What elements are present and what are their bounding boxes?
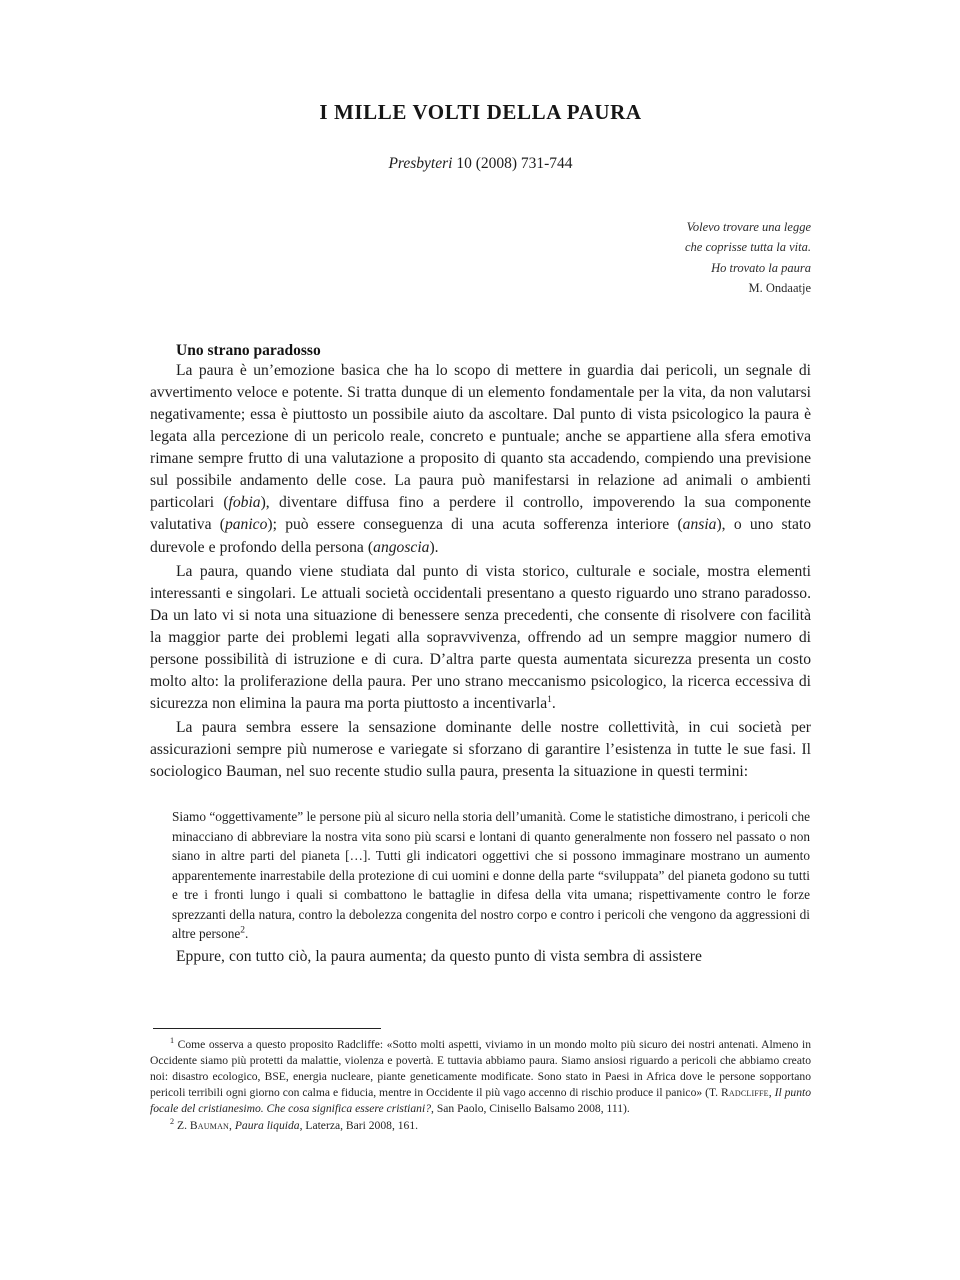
footnote-1-part-1: Come osserva a questo proposito Radcliffe: «Sotto molti aspetti, viviamo in un mondo molto più sicuro dei nostri antenati. Almeno in Occidente siamo più protetti da malattie, violenza e povertà. E tuttavia abbiamo paura. Siamo ansiosi riguardo a pericoli che abbiamo creato noi: disastro ecologico, BSE, energia nucleare, piante geneticamente modificate. Sono stato in Paesi in Africa dove le persone sopportano pericoli terribili ogni giorno con calma e fiducia, mentre in Occidente il più vago accenno di rischio produce il panico» (T. [150, 1038, 811, 1100]
footnote-2-work-title: Paura liquida [234, 1119, 300, 1133]
footnote-1-work-title: Il punto focale del cristianesimo. Che cosa significa essere cristiani? [150, 1086, 812, 1116]
paragraph-1-text-part-1: La paura è un’emozione basica che ha lo scopo di mettere in guardia dai pericoli, un segnale di avvertimento veloce e potente. Si tratta dunque di un elemento fondamentale per la vita, da non valutarsi negativamente; essa è piuttosto un possibile aiuto da ascoltare. Dal punto di vista psicologico la paura è legata alla percezione di un pericolo reale, concreto e puntuale; anche se appartiene alla sfera emotiva rimane sempre frutto di una valutazione a proposito di quanto sta accadendo, compiendo una previsione sul possibile andamento delle cose. La paura può manifestarsi in relazione ad animali o ambienti particolari ( [150, 362, 811, 512]
footnote-reference-1[interactable]: 1 [547, 694, 552, 705]
epigraph-line-3: Ho trovato la paura [711, 260, 811, 275]
footnote-2-part-2: , [229, 1119, 235, 1133]
footnote-1-marker: 1 [170, 1036, 175, 1046]
footnote-2-author: Bauman [189, 1119, 230, 1133]
footnote-2 [150, 1117, 811, 1134]
body-paragraph-2 [150, 559, 811, 715]
footnote-area [150, 1028, 811, 1134]
paragraph-1-text-part-5: ). [429, 538, 439, 556]
term-fobia: fobia [228, 494, 261, 512]
footnote-2-part-1: Z. [174, 1119, 190, 1133]
blockquote [150, 783, 811, 944]
page-title: I MILLE VOLTI DELLA PAURA [319, 100, 642, 124]
term-angoscia: angoscia [373, 538, 430, 556]
epigraph-attribution: M. Ondaatje [748, 280, 811, 295]
paragraph-2-text: La paura, quando viene studiata dal punto di vista storico, culturale e sociale, mostra elementi interessanti e singolari. Le attuali società occidentali presentano a questo riguardo uno strano paradosso. Da un lato vi si nota una situazione di benessere senza precedenti, che consente di risolvere con facilità la maggior parte dei problemi legati alla sopravvivenza, offrendo ad un sempre maggior numero di persone possibilità di istruzione e di cura. D’altra parte questa aumentata sicurezza presenta un costo molto alto: la proliferazione della paura. Per uno strano meccanismo psicologico, la ricerca eccessiva di sicurezza non elimina la paura ma porta piuttosto a incentivarla [150, 562, 811, 712]
footnote-1 [150, 1036, 811, 1117]
blockquote-text: Siamo “oggettivamente” le persone più al sicuro nella storia dell’umanità. Come le statistiche dimostrano, i pericoli che minacciano di abbreviare la nostra vita sono più scarsi e lontani di quanto generalmente non fossero nel passato o non siano in altre parti del pianeta […]. Tutti gli indicatori oggettivi che si possono immaginare mostrano un aumento apparentemente inarrestabile della protezione di cui uomini e donne della parte “sviluppata” del pianeta godono su tutti e tre i fronti lungo i quali si combattono le battaglie in difesa della vita umana; rispettivamente contro le forze sprezzanti della natura, contro la debolezza congenita del nostro corpo e contro i pericoli che vengono da aggressioni di altre persone [172, 809, 810, 942]
paragraph-1-text-part-3: ); può essere conseguenza di una acuta sofferenza interiore ( [267, 516, 683, 534]
epigraph-line-2: che coprisse tutta la vita. [684, 240, 811, 255]
blockquote-paragraph [172, 807, 810, 944]
paragraph-1-text-part-4: ), o uno stato durevole e profondo della persona ( [150, 516, 811, 556]
paragraph-2-tail: . [551, 694, 556, 712]
epigraph-line-1: Volevo trovare una legge [686, 220, 811, 234]
blockquote-tail: . [245, 926, 249, 942]
footnote-1-part-2: , [768, 1086, 775, 1100]
footnote-2-marker: 2 [170, 1117, 175, 1127]
journal-issue: 10 (2008) 731-744 [452, 155, 573, 172]
body-paragraph-1 [150, 360, 811, 559]
journal-citation [150, 125, 811, 173]
section-heading: Uno strano paradosso [176, 342, 321, 359]
page-content [150, 0, 811, 968]
body-paragraph-3: La paura sembra essere la sensazione dominante delle nostre collettività, in cui società per assicurazioni sempre più numerose e variegate si sforzano di garantire l’esistenza in tutte le sue fasi. Il sociologico Bauman, nel suo recente studio sulla paura, presenta la situazione in questi termini: [150, 719, 811, 781]
footnote-1-author: Radcliffe [721, 1086, 769, 1100]
footnote-separator-rule [153, 1028, 381, 1029]
body-paragraph-4: Eppure, con tutto ciò, la paura aumenta; da questo punto di vista sembra di assistere [176, 947, 702, 965]
journal-name: Presbyteri [388, 155, 453, 172]
footnote-1-part-3: , San Paolo, Cinisello Balsamo 2008, 111). [431, 1102, 630, 1116]
term-panico: panico [224, 516, 268, 534]
footnote-2-part-3: , Laterza, Bari 2008, 161. [299, 1119, 419, 1133]
term-ansia: ansia [682, 516, 717, 534]
epigraph [150, 173, 811, 298]
paragraph-1-text-part-2: ), diventare diffusa fino a perdere il controllo, impoverendo la sua componente valutativa ( [150, 494, 811, 534]
footnote-reference-2[interactable]: 2 [240, 925, 246, 936]
